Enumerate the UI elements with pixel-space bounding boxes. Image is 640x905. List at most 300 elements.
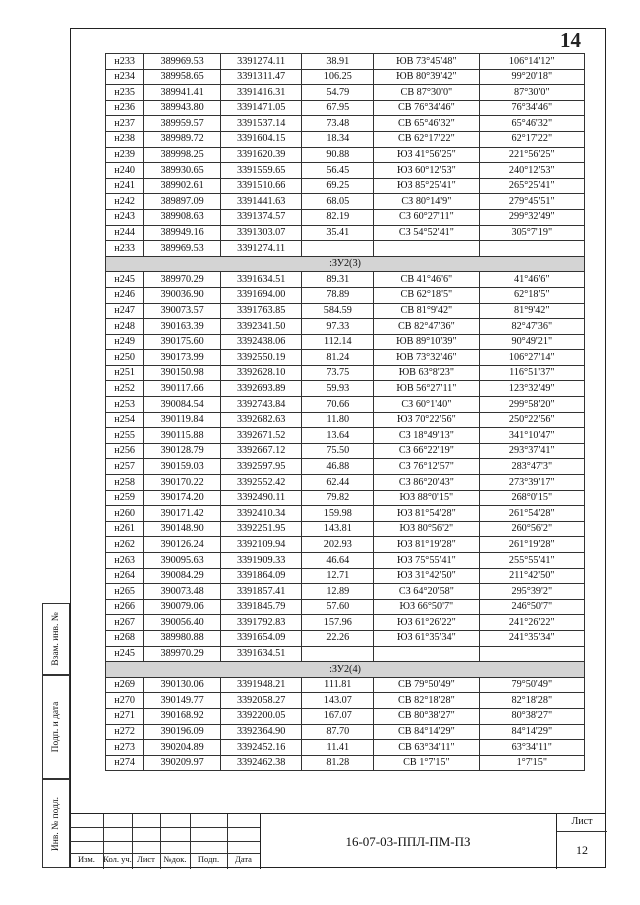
- table-row: [106, 412, 585, 428]
- distance-cell: 202.93: [302, 537, 374, 553]
- point-cell: н242: [106, 194, 144, 210]
- x-cell: 390128.79: [144, 443, 221, 459]
- table-row: [106, 475, 585, 491]
- azimuth-cell: 99°20'18": [479, 69, 584, 85]
- rhumb-cell: СВ 82°18'28": [374, 693, 479, 709]
- x-cell: 389970.29: [144, 646, 221, 662]
- azimuth-cell: [479, 646, 584, 662]
- section-header-row: [106, 662, 585, 678]
- azimuth-cell: 279°45'51": [479, 194, 584, 210]
- y-cell: 3391634.51: [220, 272, 301, 288]
- distance-cell: 90.88: [302, 147, 374, 163]
- x-cell: 390175.60: [144, 334, 221, 350]
- distance-cell: 81.28: [302, 755, 374, 771]
- rhumb-cell: ЮЗ 85°25'41": [374, 178, 479, 194]
- sidebar-label-podp: Подп. и дата: [51, 701, 61, 753]
- distance-cell: 73.75: [302, 365, 374, 381]
- y-cell: 3391654.09: [220, 630, 301, 646]
- table-row: [106, 272, 585, 288]
- y-cell: 3391792.83: [220, 615, 301, 631]
- x-cell: 390119.84: [144, 412, 221, 428]
- table-row: [106, 116, 585, 132]
- point-cell: н252: [106, 381, 144, 397]
- x-cell: 390170.22: [144, 475, 221, 491]
- y-cell: 3391559.65: [220, 163, 301, 179]
- distance-cell: 111.81: [302, 677, 374, 693]
- table-row: [106, 615, 585, 631]
- section-label: :ЗУ2(3): [106, 256, 585, 272]
- y-cell: 3391763.85: [220, 303, 301, 319]
- y-cell: 3391441.63: [220, 194, 301, 210]
- azimuth-cell: 295°39'2": [479, 584, 584, 600]
- table-row: [106, 54, 585, 70]
- rhumb-cell: СЗ 60°27'11": [374, 209, 479, 225]
- table-row: [106, 443, 585, 459]
- x-cell: 389958.65: [144, 69, 221, 85]
- point-cell: н260: [106, 506, 144, 522]
- azimuth-cell: 81°9'42": [479, 303, 584, 319]
- point-cell: н250: [106, 350, 144, 366]
- y-cell: 3392628.10: [220, 365, 301, 381]
- distance-cell: [302, 241, 374, 257]
- rhumb-cell: ЮВ 56°27'11": [374, 381, 479, 397]
- point-cell: н244: [106, 225, 144, 241]
- rhumb-cell: ЮЗ 31°42'50": [374, 568, 479, 584]
- point-cell: н236: [106, 100, 144, 116]
- azimuth-cell: 299°32'49": [479, 209, 584, 225]
- table-row: [106, 708, 585, 724]
- table-row: [106, 490, 585, 506]
- point-cell: н248: [106, 319, 144, 335]
- rhumb-cell: ЮЗ 81°54'28": [374, 506, 479, 522]
- distance-cell: 11.41: [302, 740, 374, 756]
- distance-cell: 70.66: [302, 397, 374, 413]
- distance-cell: 59.93: [302, 381, 374, 397]
- azimuth-cell: 261°54'28": [479, 506, 584, 522]
- x-cell: 390209.97: [144, 755, 221, 771]
- point-cell: н264: [106, 568, 144, 584]
- y-cell: 3392109.94: [220, 537, 301, 553]
- azimuth-cell: 79°50'49": [479, 677, 584, 693]
- rhumb-cell: СВ 76°34'46": [374, 100, 479, 116]
- x-cell: 389949.16: [144, 225, 221, 241]
- table-row: [106, 365, 585, 381]
- y-cell: 3391274.11: [220, 241, 301, 257]
- azimuth-cell: 241°26'22": [479, 615, 584, 631]
- distance-cell: 112.14: [302, 334, 374, 350]
- section-label: :ЗУ2(4): [106, 662, 585, 678]
- table-row: [106, 100, 585, 116]
- x-cell: 390073.48: [144, 584, 221, 600]
- rhumb-cell: ЮЗ 75°55'41": [374, 553, 479, 569]
- table-row: [106, 584, 585, 600]
- azimuth-cell: 265°25'41": [479, 178, 584, 194]
- table-row: [106, 334, 585, 350]
- x-cell: 389969.53: [144, 241, 221, 257]
- rhumb-cell: ЮЗ 80°56'2": [374, 521, 479, 537]
- x-cell: 390204.89: [144, 740, 221, 756]
- table-row: [106, 428, 585, 444]
- y-cell: 3391311.47: [220, 69, 301, 85]
- azimuth-cell: 299°58'20": [479, 397, 584, 413]
- point-cell: н273: [106, 740, 144, 756]
- point-cell: н245: [106, 272, 144, 288]
- point-cell: н261: [106, 521, 144, 537]
- x-cell: 390126.24: [144, 537, 221, 553]
- azimuth-cell: 82°18'28": [479, 693, 584, 709]
- x-cell: 390171.42: [144, 506, 221, 522]
- x-cell: 390056.40: [144, 615, 221, 631]
- table-row: [106, 521, 585, 537]
- y-cell: 3392671.52: [220, 428, 301, 444]
- table-row: [106, 630, 585, 646]
- document-code: 16-07-03-ППЛ-ПМ-ПЗ: [345, 834, 471, 849]
- azimuth-cell: 293°37'41": [479, 443, 584, 459]
- distance-cell: 35.41: [302, 225, 374, 241]
- point-cell: н263: [106, 553, 144, 569]
- point-cell: н237: [106, 116, 144, 132]
- x-cell: 389941.41: [144, 85, 221, 101]
- point-cell: н233: [106, 241, 144, 257]
- azimuth-cell: 116°51'37": [479, 365, 584, 381]
- x-cell: 389989.72: [144, 131, 221, 147]
- x-cell: 390163.39: [144, 319, 221, 335]
- distance-cell: 143.81: [302, 521, 374, 537]
- rhumb-cell: ЮВ 63°8'23": [374, 365, 479, 381]
- distance-cell: 57.60: [302, 599, 374, 615]
- azimuth-cell: 123°32'49": [479, 381, 584, 397]
- y-cell: 3391620.39: [220, 147, 301, 163]
- azimuth-cell: 82°47'36": [479, 319, 584, 335]
- point-cell: н272: [106, 724, 144, 740]
- table-row: [106, 319, 585, 335]
- point-cell: н246: [106, 287, 144, 303]
- rhumb-cell: СВ 63°34'11": [374, 740, 479, 756]
- table-row: [106, 85, 585, 101]
- table-row: [106, 225, 585, 241]
- point-cell: н251: [106, 365, 144, 381]
- y-cell: 3392667.12: [220, 443, 301, 459]
- point-cell: н274: [106, 755, 144, 771]
- x-cell: 389908.63: [144, 209, 221, 225]
- distance-cell: 18.34: [302, 131, 374, 147]
- point-cell: н249: [106, 334, 144, 350]
- y-cell: 3391634.51: [220, 646, 301, 662]
- distance-cell: 143.07: [302, 693, 374, 709]
- distance-cell: 13.64: [302, 428, 374, 444]
- point-cell: н254: [106, 412, 144, 428]
- rhumb-cell: СЗ 66°22'19": [374, 443, 479, 459]
- azimuth-cell: 246°50'7": [479, 599, 584, 615]
- rhumb-cell: СЗ 64°20'58": [374, 584, 479, 600]
- table-row: [106, 506, 585, 522]
- y-cell: 3391274.11: [220, 54, 301, 70]
- x-cell: 389930.65: [144, 163, 221, 179]
- x-cell: 389943.80: [144, 100, 221, 116]
- sheet-box: [556, 814, 607, 869]
- azimuth-cell: 260°56'2": [479, 521, 584, 537]
- y-cell: 3392410.34: [220, 506, 301, 522]
- x-cell: 389980.88: [144, 630, 221, 646]
- x-cell: 390149.77: [144, 693, 221, 709]
- rhumb-cell: ЮЗ 61°26'22": [374, 615, 479, 631]
- rhumb-cell: ЮЗ 70°22'56": [374, 412, 479, 428]
- azimuth-cell: 90°49'21": [479, 334, 584, 350]
- azimuth-cell: 341°10'47": [479, 428, 584, 444]
- point-cell: н233: [106, 54, 144, 70]
- y-cell: 3392597.95: [220, 459, 301, 475]
- y-cell: 3392682.63: [220, 412, 301, 428]
- azimuth-cell: 283°47'3": [479, 459, 584, 475]
- rhumb-cell: ЮВ 89°10'39": [374, 334, 479, 350]
- rhumb-cell: ЮВ 80°39'42": [374, 69, 479, 85]
- distance-cell: 11.80: [302, 412, 374, 428]
- azimuth-cell: 41°46'6": [479, 272, 584, 288]
- rhumb-cell: СВ 79°50'49": [374, 677, 479, 693]
- x-cell: 390115.88: [144, 428, 221, 444]
- point-cell: н239: [106, 147, 144, 163]
- rhumb-cell: СЗ 80°14'9": [374, 194, 479, 210]
- table-row: [106, 568, 585, 584]
- table-row: [106, 178, 585, 194]
- table-row: [106, 241, 585, 257]
- point-cell: н259: [106, 490, 144, 506]
- sidebar-label-inv: Инв. № подл.: [51, 796, 61, 851]
- rhumb-cell: [374, 241, 479, 257]
- distance-cell: 159.98: [302, 506, 374, 522]
- point-cell: н270: [106, 693, 144, 709]
- table-row: [106, 131, 585, 147]
- point-cell: н265: [106, 584, 144, 600]
- rhumb-cell: СЗ 86°20'43": [374, 475, 479, 491]
- table-row: [106, 287, 585, 303]
- x-cell: 390196.09: [144, 724, 221, 740]
- x-cell: 390130.06: [144, 677, 221, 693]
- rhumb-cell: ЮВ 73°32'46": [374, 350, 479, 366]
- distance-cell: 54.79: [302, 85, 374, 101]
- azimuth-cell: 241°35'34": [479, 630, 584, 646]
- distance-cell: 38.91: [302, 54, 374, 70]
- distance-cell: 106.25: [302, 69, 374, 85]
- y-cell: 3392462.38: [220, 755, 301, 771]
- distance-cell: 67.95: [302, 100, 374, 116]
- point-cell: н269: [106, 677, 144, 693]
- azimuth-cell: 62°18'5": [479, 287, 584, 303]
- rhumb-cell: СВ 82°47'36": [374, 319, 479, 335]
- x-cell: 390174.20: [144, 490, 221, 506]
- rhumb-cell: ЮВ 73°45'48": [374, 54, 479, 70]
- point-cell: н258: [106, 475, 144, 491]
- x-cell: 390036.90: [144, 287, 221, 303]
- rhumb-cell: СВ 87°30'0": [374, 85, 479, 101]
- distance-cell: 73.48: [302, 116, 374, 132]
- azimuth-cell: 76°34'46": [479, 100, 584, 116]
- rhumb-cell: СВ 62°18'5": [374, 287, 479, 303]
- point-cell: н238: [106, 131, 144, 147]
- y-cell: 3391909.33: [220, 553, 301, 569]
- y-cell: 3391948.21: [220, 677, 301, 693]
- revision-grid: [70, 814, 260, 869]
- rhumb-cell: ЮЗ 88°0'15": [374, 490, 479, 506]
- table-row: [106, 350, 585, 366]
- x-cell: 390148.90: [144, 521, 221, 537]
- azimuth-cell: 87°30'0": [479, 85, 584, 101]
- point-cell: н234: [106, 69, 144, 85]
- y-cell: 3392341.50: [220, 319, 301, 335]
- x-cell: 390084.54: [144, 397, 221, 413]
- azimuth-cell: 268°0'15": [479, 490, 584, 506]
- table-row: [106, 209, 585, 225]
- rhumb-cell: СЗ 54°52'41": [374, 225, 479, 241]
- x-cell: 389998.25: [144, 147, 221, 163]
- distance-cell: 46.88: [302, 459, 374, 475]
- distance-cell: 89.31: [302, 272, 374, 288]
- x-cell: 389969.53: [144, 54, 221, 70]
- y-cell: 3392550.19: [220, 350, 301, 366]
- y-cell: 3392058.27: [220, 693, 301, 709]
- point-cell: н266: [106, 599, 144, 615]
- point-cell: н271: [106, 708, 144, 724]
- table-row: [106, 599, 585, 615]
- table-row: [106, 459, 585, 475]
- azimuth-cell: 250°22'56": [479, 412, 584, 428]
- y-cell: 3392251.95: [220, 521, 301, 537]
- y-cell: 3391303.07: [220, 225, 301, 241]
- x-cell: 390117.66: [144, 381, 221, 397]
- point-cell: н240: [106, 163, 144, 179]
- sheet-label: Лист: [557, 816, 607, 832]
- rhumb-cell: СЗ 76°12'57": [374, 459, 479, 475]
- point-cell: н255: [106, 428, 144, 444]
- tb-label-data: Дата: [235, 854, 252, 864]
- point-cell: н247: [106, 303, 144, 319]
- distance-cell: 46.64: [302, 553, 374, 569]
- y-cell: 3391374.57: [220, 209, 301, 225]
- table-row: [106, 303, 585, 319]
- tb-label-list: Лист: [137, 854, 155, 864]
- table-row: [106, 381, 585, 397]
- rhumb-cell: СВ 65°46'32": [374, 116, 479, 132]
- x-cell: 390159.03: [144, 459, 221, 475]
- azimuth-cell: 261°19'28": [479, 537, 584, 553]
- sidebar-label-vzam: Взам. инв. №: [51, 612, 61, 666]
- point-cell: н262: [106, 537, 144, 553]
- sidebar-cell-vzam: [42, 603, 70, 675]
- y-cell: 3392693.89: [220, 381, 301, 397]
- y-cell: 3392438.06: [220, 334, 301, 350]
- y-cell: 3392364.90: [220, 724, 301, 740]
- table-row: [106, 646, 585, 662]
- azimuth-cell: 273°39'17": [479, 475, 584, 491]
- distance-cell: 81.24: [302, 350, 374, 366]
- rhumb-cell: ЮЗ 41°56'25": [374, 147, 479, 163]
- distance-cell: 167.07: [302, 708, 374, 724]
- y-cell: 3391537.14: [220, 116, 301, 132]
- rhumb-cell: ЮЗ 60°12'53": [374, 163, 479, 179]
- y-cell: 3391471.05: [220, 100, 301, 116]
- azimuth-cell: 80°38'27": [479, 708, 584, 724]
- distance-cell: 22.26: [302, 630, 374, 646]
- azimuth-cell: [479, 241, 584, 257]
- tb-label-kolvo: Кол. уч.: [103, 854, 132, 864]
- distance-cell: 87.70: [302, 724, 374, 740]
- point-cell: н241: [106, 178, 144, 194]
- x-cell: 390173.99: [144, 350, 221, 366]
- rhumb-cell: СВ 62°17'22": [374, 131, 479, 147]
- x-cell: 390168.92: [144, 708, 221, 724]
- x-cell: 390073.57: [144, 303, 221, 319]
- rhumb-cell: [374, 646, 479, 662]
- rhumb-cell: ЮЗ 81°19'28": [374, 537, 479, 553]
- point-cell: н235: [106, 85, 144, 101]
- azimuth-cell: 1°7'15": [479, 755, 584, 771]
- azimuth-cell: 106°14'12": [479, 54, 584, 70]
- azimuth-cell: 211°42'50": [479, 568, 584, 584]
- coordinates-table: [105, 53, 585, 771]
- x-cell: 390150.98: [144, 365, 221, 381]
- rhumb-cell: СВ 84°14'29": [374, 724, 479, 740]
- distance-cell: 157.96: [302, 615, 374, 631]
- y-cell: 3392552.42: [220, 475, 301, 491]
- rhumb-cell: СВ 80°38'27": [374, 708, 479, 724]
- point-cell: н257: [106, 459, 144, 475]
- azimuth-cell: 106°27'14": [479, 350, 584, 366]
- azimuth-cell: 305°7'19": [479, 225, 584, 241]
- sheet-number: 12: [576, 843, 588, 857]
- table-row: [106, 693, 585, 709]
- table-row: [106, 677, 585, 693]
- y-cell: 3391604.15: [220, 131, 301, 147]
- tb-label-podp: Подп.: [197, 854, 220, 864]
- table-row: [106, 194, 585, 210]
- distance-cell: 12.71: [302, 568, 374, 584]
- table-row: [106, 537, 585, 553]
- tb-label-izm: Изм.: [78, 854, 95, 864]
- y-cell: 3391694.00: [220, 287, 301, 303]
- y-cell: 3391864.09: [220, 568, 301, 584]
- distance-cell: 78.89: [302, 287, 374, 303]
- x-cell: 390084.29: [144, 568, 221, 584]
- point-cell: н256: [106, 443, 144, 459]
- tb-label-ndok: №док.: [163, 854, 187, 864]
- azimuth-cell: 221°56'25": [479, 147, 584, 163]
- point-cell: н245: [106, 646, 144, 662]
- y-cell: 3392452.16: [220, 740, 301, 756]
- rhumb-cell: СВ 1°7'15": [374, 755, 479, 771]
- distance-cell: 56.45: [302, 163, 374, 179]
- approval-sidebar: [42, 603, 70, 868]
- point-cell: н268: [106, 630, 144, 646]
- table-row: [106, 147, 585, 163]
- table-row: [106, 755, 585, 771]
- azimuth-cell: 255°55'41": [479, 553, 584, 569]
- rhumb-cell: ЮЗ 66°50'7": [374, 599, 479, 615]
- sidebar-cell-podp: [42, 675, 70, 779]
- azimuth-cell: 63°34'11": [479, 740, 584, 756]
- x-cell: 389897.09: [144, 194, 221, 210]
- table-row: [106, 397, 585, 413]
- azimuth-cell: 240°12'53": [479, 163, 584, 179]
- table-row: [106, 163, 585, 179]
- y-cell: 3391510.66: [220, 178, 301, 194]
- x-cell: 389902.61: [144, 178, 221, 194]
- x-cell: 390095.63: [144, 553, 221, 569]
- table-row: [106, 724, 585, 740]
- distance-cell: 75.50: [302, 443, 374, 459]
- x-cell: 389959.57: [144, 116, 221, 132]
- distance-cell: [302, 646, 374, 662]
- x-cell: 390079.06: [144, 599, 221, 615]
